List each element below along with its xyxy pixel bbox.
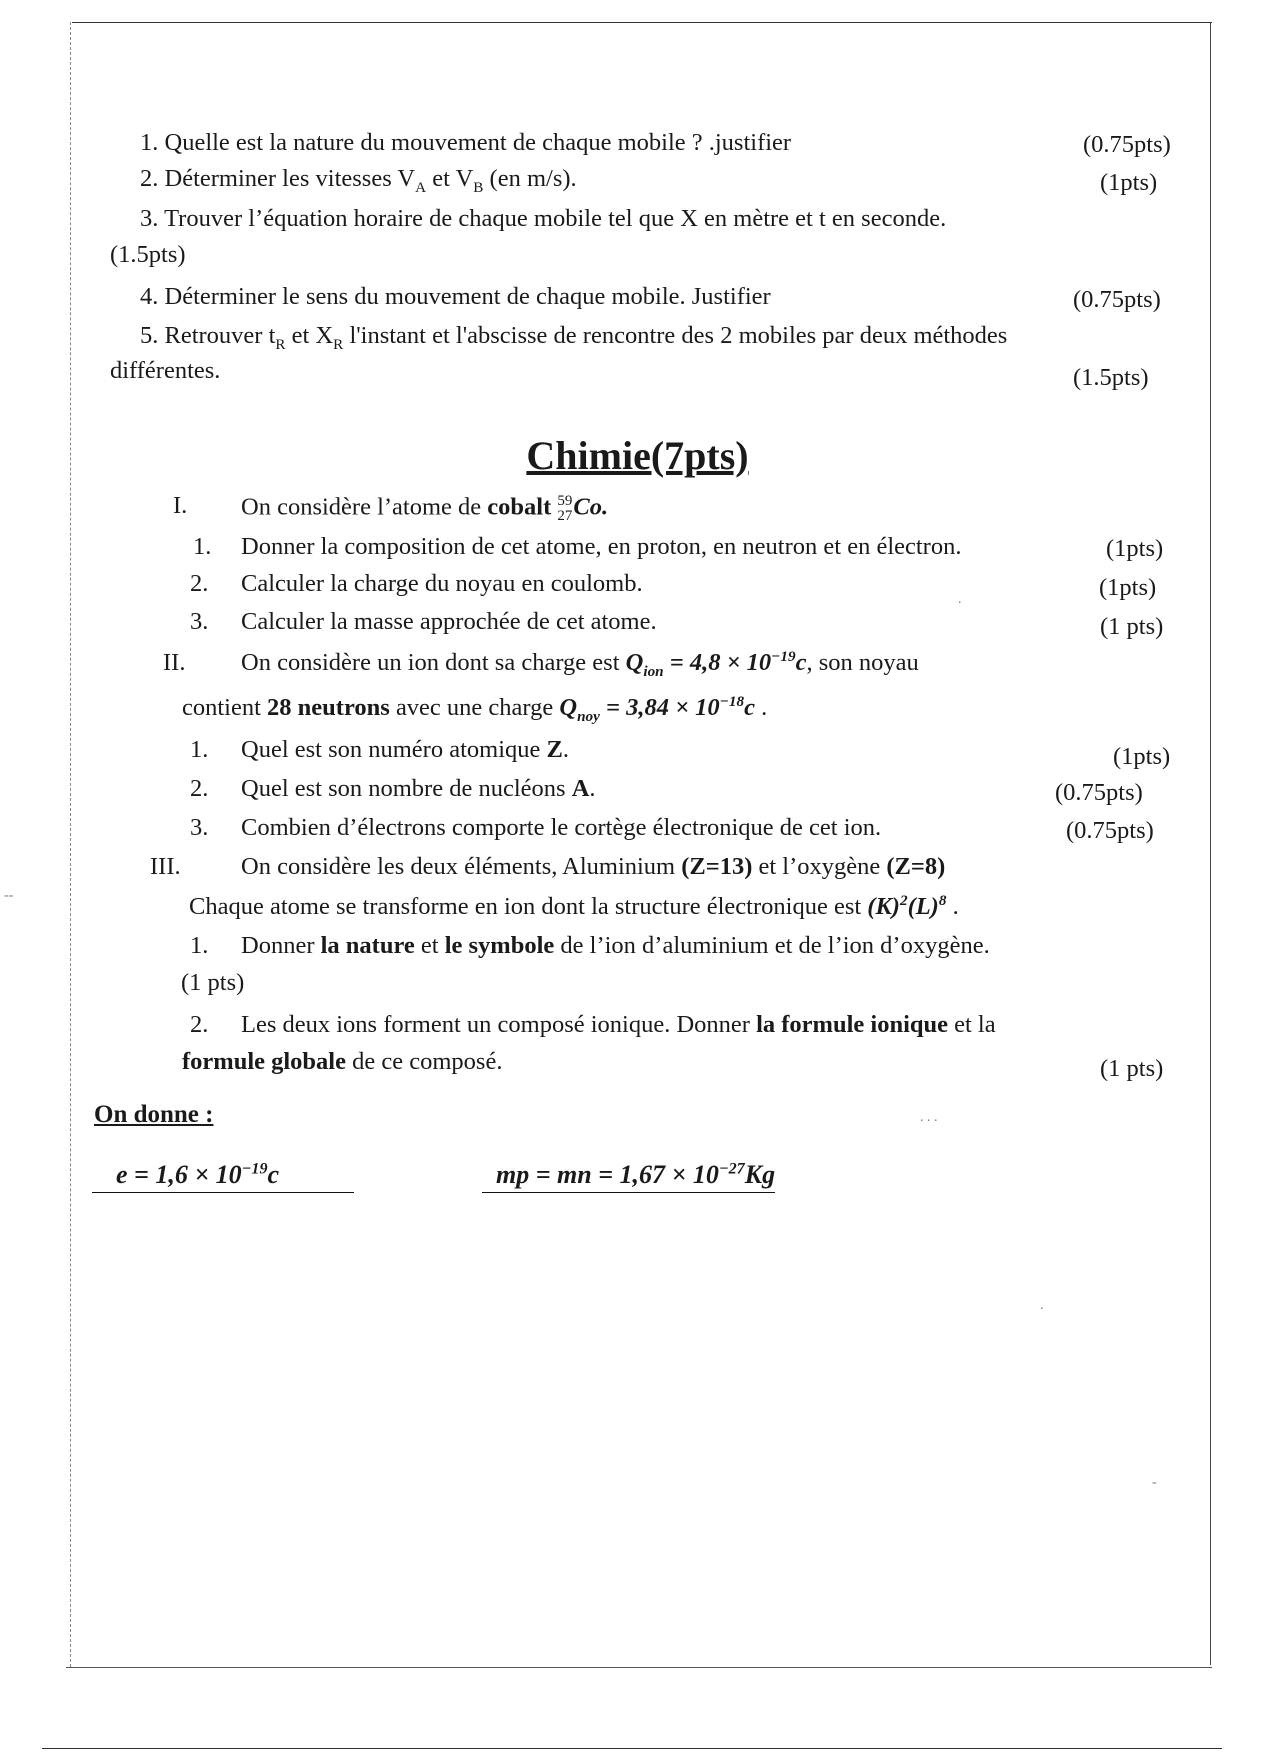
frame-top-border — [72, 22, 1212, 23]
question-text: Quel est son nombre de nucléons — [241, 775, 572, 802]
roman-numeral: I. — [173, 492, 188, 519]
physics-question-3 — [140, 207, 946, 232]
part-3-intro — [241, 855, 945, 880]
frame-right-border — [1210, 22, 1211, 1665]
question-text: et — [414, 932, 445, 959]
subscript: ion — [643, 662, 664, 680]
intro-text: On considère l’atome de — [241, 493, 488, 521]
formula-text: mp = mn = 1,67 × 10 — [496, 1160, 719, 1189]
intro-text: On considère un ion dont sa charge est — [241, 649, 626, 676]
question-points: (0.75pts) — [1055, 779, 1143, 806]
question-text: Déterminer les vitesses V — [164, 165, 416, 192]
charge-symbol: Q — [625, 649, 644, 676]
bold-term: le symbole — [444, 932, 555, 959]
question-text: de ce composé. — [346, 1048, 503, 1075]
line-text: contient — [182, 694, 268, 721]
physics-question-5 — [140, 322, 1008, 353]
scan-speck: . — [958, 592, 962, 607]
formula-text: e = 1,6 × 10 — [116, 1160, 242, 1189]
question-number: 1. — [190, 932, 209, 959]
subscript: R — [275, 335, 286, 353]
line-text-end: . — [946, 893, 959, 920]
question-number: 1. — [193, 533, 212, 560]
aluminium-atomic-number: (Z=13) — [681, 853, 753, 880]
ion-charge-formula — [625, 647, 807, 680]
part-2-intro — [241, 647, 919, 680]
scan-speck: -- — [4, 888, 14, 903]
bold-term: A — [571, 775, 590, 802]
question-number: 3. — [190, 814, 209, 841]
line-text: avec une charge — [389, 694, 560, 721]
question-number: 3. — [140, 205, 159, 232]
question-text: Quelle est la nature du mouvement de chaque mobile ? .justifier — [164, 129, 792, 156]
intro-text-end: , son noyau — [806, 649, 919, 676]
question-number: 1. — [140, 129, 159, 156]
neutron-count: 28 neutrons — [267, 694, 390, 721]
exponent: −27 — [718, 1160, 745, 1178]
question-text: Combien d’électrons comporte le cortège électronique de cet ion. — [241, 814, 882, 841]
page-bottom-rule — [42, 1748, 1222, 1749]
question-points: (1 pts) — [181, 969, 245, 996]
part-3-question-1 — [241, 934, 990, 959]
subscript: R — [333, 335, 344, 353]
question-number: 3. — [190, 608, 209, 635]
oxygen-atomic-number: (Z=8) — [886, 853, 946, 880]
part-2-question-2 — [241, 777, 596, 802]
physics-question-2 — [140, 165, 577, 196]
scan-speck: . — [1040, 1298, 1044, 1313]
charge-value: = 4,8 × 10 — [663, 649, 772, 676]
intro-text: On considère les deux éléments, Aluminium — [241, 853, 682, 880]
question-points: (1 pts) — [1100, 1055, 1164, 1082]
part-1-intro — [241, 494, 608, 524]
formula-unit: Kg — [744, 1160, 776, 1189]
question-text-end: . — [562, 736, 569, 763]
atomic-number: 27 — [557, 508, 573, 524]
element-symbol: Co. — [573, 493, 609, 521]
question-text-continued: différentes. — [110, 357, 221, 384]
exponent: −18 — [719, 692, 745, 710]
elementary-charge-formula — [92, 1162, 354, 1193]
question-points: (0.75pts) — [1083, 131, 1171, 158]
scan-speck: - — [1152, 1475, 1157, 1490]
question-text: (en m/s). — [483, 165, 577, 192]
question-number: 2. — [190, 570, 209, 597]
exponent: −19 — [771, 647, 796, 665]
question-text: Déterminer le sens du mouvement de chaque mobile. Justifier — [164, 283, 771, 310]
question-text: Quel est son numéro atomique — [241, 736, 547, 763]
question-number: 2. — [140, 165, 159, 192]
question-number: 2. — [190, 775, 209, 802]
physics-question-1 — [140, 131, 791, 156]
question-number: 2. — [190, 1011, 209, 1038]
question-points: (1.5pts) — [1073, 364, 1149, 391]
frame-bottom-border — [66, 1667, 1212, 1668]
question-points: (0.75pts) — [1066, 817, 1154, 844]
mass-number: 59 — [557, 493, 573, 509]
question-text: l'instant et l'abscisse de rencontre des 2 mobiles par deux méthodes — [343, 322, 1008, 349]
subscript: A — [415, 178, 427, 196]
question-text: Donner — [241, 932, 321, 959]
question-text: et X — [285, 322, 334, 349]
question-text: Calculer la charge du noyau en coulomb. — [241, 570, 643, 597]
physics-question-4 — [140, 285, 771, 310]
frame-left-border — [70, 22, 71, 1667]
shell-l: (L) — [907, 893, 939, 920]
element-name: cobalt — [487, 493, 552, 521]
question-text: et la — [948, 1011, 996, 1038]
nucleus-charge-formula — [559, 692, 755, 725]
charge-symbol: Q — [559, 694, 578, 721]
part-2-line-2 — [182, 692, 768, 725]
exponent: 8 — [938, 891, 947, 909]
bold-term: la formule ionique — [756, 1011, 948, 1038]
question-points: (1pts) — [1100, 169, 1158, 196]
question-text: Calculer la masse approchée de cet atome. — [241, 608, 657, 635]
question-points: (1 pts) — [1100, 613, 1164, 640]
question-points: (1pts) — [1099, 574, 1157, 601]
charge-unit: c — [744, 694, 755, 721]
question-number: 1. — [190, 736, 209, 763]
question-text: Les deux ions forment un composé ionique. Donner — [241, 1011, 757, 1038]
scan-speck: . . . — [920, 1110, 938, 1125]
line-text: Chaque atome se transforme en ion dont la structure électronique est — [189, 893, 868, 920]
question-points: (1pts) — [1106, 535, 1164, 562]
part-2-question-1 — [241, 738, 569, 763]
shell-k: (K) — [867, 893, 900, 920]
question-number: 5. — [140, 322, 159, 349]
intro-text: et l’oxygène — [752, 853, 887, 880]
part-2-question-3 — [241, 816, 881, 841]
question-text: Donner la composition de cet atome, en proton, en neutron et en électron. — [241, 533, 962, 560]
charge-unit: c — [795, 649, 807, 676]
subscript: noy — [577, 707, 600, 725]
part-3-question-2 — [241, 1013, 996, 1038]
section-title: Chimie(7pts) — [526, 433, 749, 478]
electronic-structure-formula — [867, 893, 946, 920]
given-label: On donne : — [94, 1101, 214, 1128]
question-text-end: . — [589, 775, 596, 802]
bold-term: la nature — [320, 932, 415, 959]
line-text-end: . — [754, 694, 768, 721]
roman-numeral: II. — [163, 649, 186, 676]
question-text: et V — [426, 165, 474, 192]
bold-term: Z — [546, 736, 563, 763]
subscript: B — [473, 178, 484, 196]
bold-term: formule globale — [182, 1048, 346, 1075]
question-text: Trouver l’équation horaire de chaque mobile tel que X en mètre et t en seconde. — [164, 205, 947, 232]
exponent: 2 — [899, 891, 908, 909]
nucleon-mass-formula — [482, 1162, 775, 1193]
question-points: (0.75pts) — [1073, 286, 1161, 313]
question-points: (1pts) — [1113, 743, 1171, 770]
part-3-line-2 — [189, 891, 959, 920]
part-3-question-2-continued — [182, 1050, 502, 1075]
charge-value: = 3,84 × 10 — [599, 694, 720, 721]
formula-unit: c — [267, 1160, 280, 1189]
roman-numeral: III. — [150, 853, 181, 880]
question-number: 4. — [140, 283, 159, 310]
question-text: Retrouver t — [164, 322, 276, 349]
cobalt-isotope-notation — [557, 494, 608, 524]
question-text: de l’ion d’aluminium et de l’ion d’oxygène. — [554, 932, 990, 959]
exponent: −19 — [241, 1160, 268, 1178]
question-points: (1.5pts) — [110, 241, 186, 268]
